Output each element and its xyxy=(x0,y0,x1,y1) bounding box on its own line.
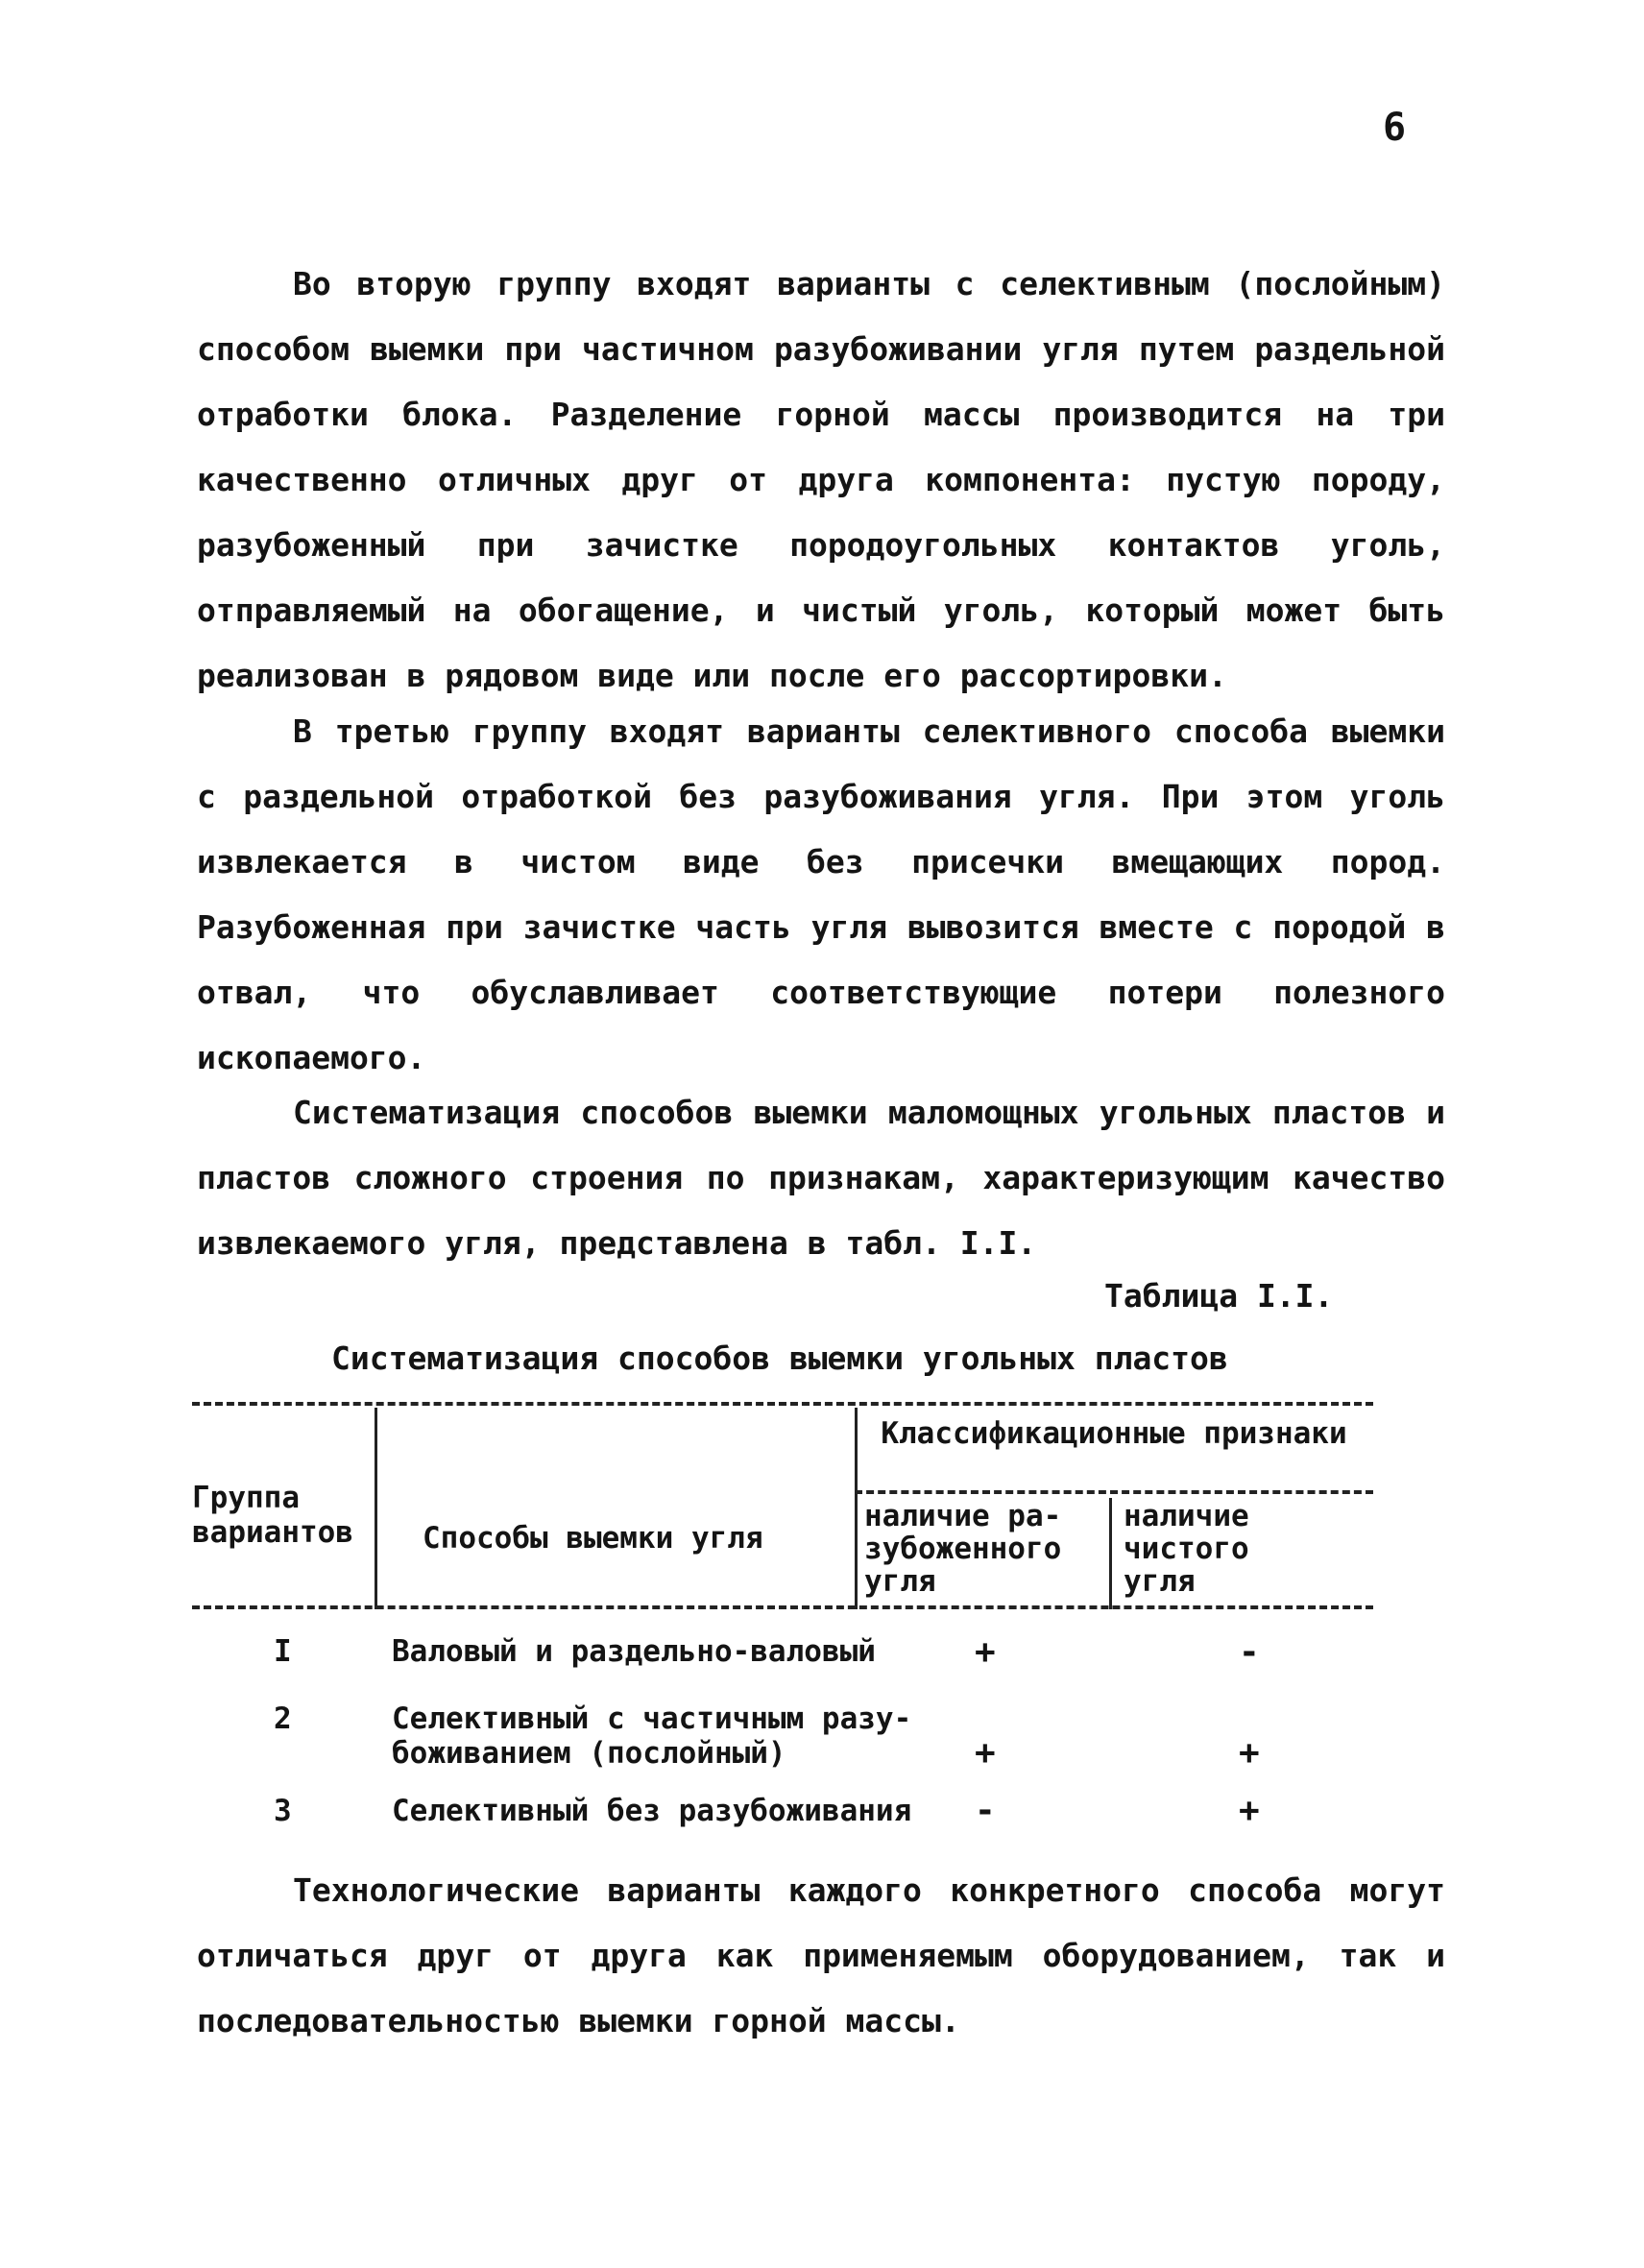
table-row-diluted: + xyxy=(975,1632,996,1672)
table-row-method: Селективный без разубоживания xyxy=(392,1794,912,1828)
header-clean-coal: наличие чистого угля xyxy=(1124,1499,1249,1599)
table-row-diluted: + xyxy=(975,1733,996,1773)
page-number: 6 xyxy=(1383,106,1407,150)
paragraph: Систематизация способов выемки маломощных угольных пластов и пластов сложного строения по признакам, характеризующим качество извлекаемого угля, представлена в табл. I.I. xyxy=(197,1094,1445,1262)
paragraph: Технологические варианты каждого конкретного способа могут отличаться друг от друга как применяемым оборудованием, так и последовательностью выемки горной массы. xyxy=(197,1871,1445,2039)
method-column-divider xyxy=(855,1408,858,1609)
table-top-rule xyxy=(192,1402,1373,1406)
header-method: Способы выемки угля xyxy=(423,1521,763,1556)
table-row-method: Валовый и раздельно-валовый xyxy=(392,1634,876,1669)
header-subrule xyxy=(855,1490,1373,1494)
table-row-group: 3 xyxy=(274,1794,292,1828)
paragraph: В третью группу входят варианты селективного способа выемки с раздельной отработкой без разубоживания угля. При этом уголь извлекается в чистом виде без присечки вмещающих пород. Разубоженная при зачистке часть угля вывозится вместе с породой в отвал, что обуславливает соответствующие потери полезного ископаемого. xyxy=(197,712,1445,1076)
table-row-method: Селективный с частичным разу- боживанием (послойный) xyxy=(392,1701,912,1771)
table-row-diluted: - xyxy=(975,1791,996,1830)
header-bottom-rule xyxy=(192,1605,1373,1609)
classification-table xyxy=(192,1402,1373,1830)
table-row-group: 2 xyxy=(274,1701,292,1736)
features-column-divider xyxy=(1109,1498,1112,1609)
group-column-divider xyxy=(375,1408,377,1609)
table-row-clean: - xyxy=(1239,1632,1260,1672)
header-group: Группа вариантов xyxy=(192,1481,353,1550)
table-row-group: I xyxy=(274,1634,292,1669)
header-features: Классификационные признаки xyxy=(881,1416,1347,1451)
header-diluted-coal: наличие ра- зубоженного угля xyxy=(864,1499,1062,1599)
table-label: Таблица I.I. xyxy=(1104,1277,1334,1315)
table-row-clean: + xyxy=(1239,1733,1260,1773)
table-row-clean: + xyxy=(1239,1791,1260,1830)
paragraph: Во вторую группу входят варианты с селективным (послойным) способом выемки при частичном разубоживании угля путем раздельной отработки блока. Разделение горной массы производится на три качественно отличных друг от друга компонента: пустую породу, разубоженный при зачистке породоугольных контактов уголь, отправляемый на обогащение, и чистый уголь, который может быть реализован в рядовом виде или после его рассортировки. xyxy=(197,265,1445,694)
table-title: Систематизация способов выемки угольных пластов xyxy=(331,1339,1228,1377)
